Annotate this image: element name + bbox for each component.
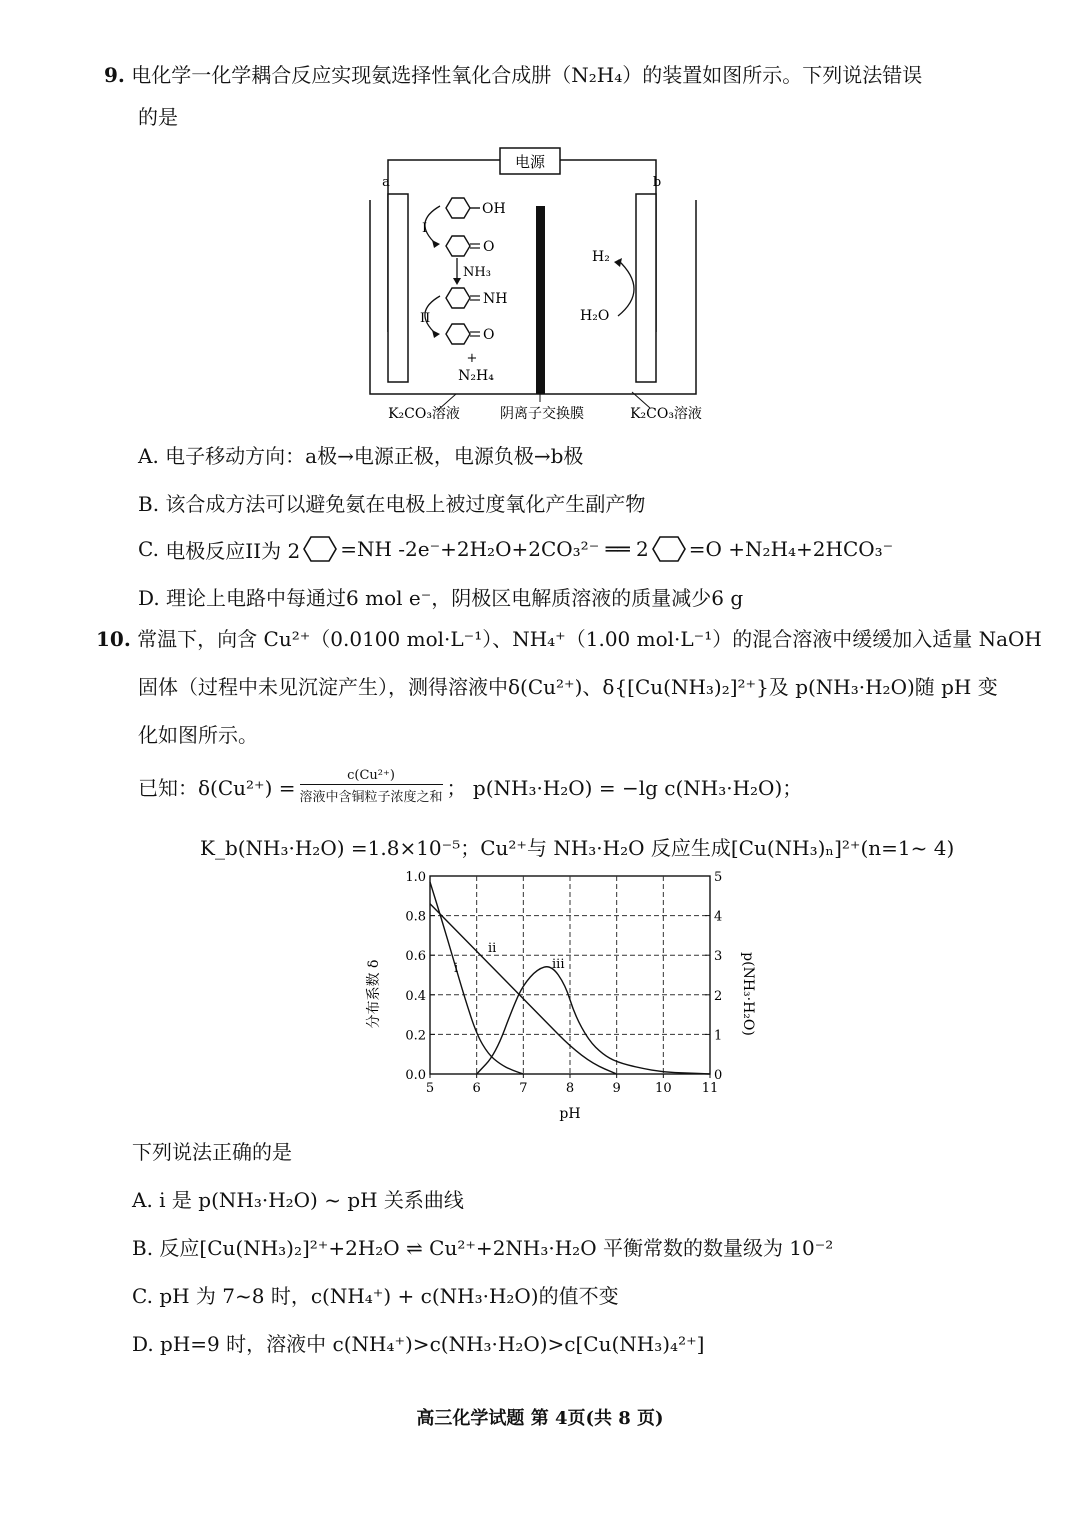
distribution-chart: [360, 862, 760, 1130]
cyclohexanimine-icon: [446, 288, 480, 308]
q10-option-d-letter: D.: [132, 1332, 154, 1356]
x-tick-label: 10: [655, 1081, 672, 1096]
cyclohexanone-icon-2: [446, 324, 480, 344]
y-tick-label: 0.0: [405, 1068, 426, 1083]
q10-option-b-text: 反应[Cu(NH₃)₂]²⁺+2H₂O ⇌ Cu²⁺+2NH₃·H₂O 平衡常数的数量级为 10⁻²: [159, 1236, 834, 1260]
q10-known-line1: [138, 768, 802, 805]
x-tick-label: 5: [425, 1081, 435, 1096]
x-tick-label: 9: [612, 1081, 621, 1096]
cyclohexane-ring-icon-2: [649, 534, 689, 564]
q9-stem-text-1: 电化学一化学耦合反应实现氨选择性氧化合成肼（N₂H₄）的装置如图所示。下列说法错误: [131, 63, 923, 87]
electrode-b: [636, 194, 656, 382]
x-tick-label: 6: [472, 1081, 481, 1096]
q9-option-a-letter: A.: [138, 444, 159, 468]
electrode-a: [388, 194, 408, 382]
plus-sign: +: [466, 351, 478, 366]
q10-question-prompt: 下列说法正确的是: [132, 1140, 292, 1164]
ketone-o-label-1: O: [483, 239, 495, 255]
q9-option-c[interactable]: [138, 534, 893, 564]
q9-option-a[interactable]: [138, 440, 583, 469]
fraction-denominator: 溶液中含铜粒子浓度之和: [299, 790, 443, 805]
cyclohexanone-icon-1: [446, 236, 480, 256]
power-source-label: 电源: [514, 153, 546, 171]
cyclohexanol-icon: [446, 198, 480, 218]
q9-stem-line2: 的是: [138, 105, 178, 129]
series-label-ii: ii: [488, 941, 497, 956]
cyclohexane-ring-icon-1: [300, 534, 340, 564]
left-solution-label: K₂CO₃溶液: [388, 406, 460, 422]
q10-stem-line3: 化如图所示。: [138, 723, 258, 747]
q9-option-d-letter: D.: [138, 586, 160, 610]
anion-exchange-membrane: [536, 206, 545, 394]
q10-stem-line1: [96, 616, 1042, 662]
series-label-i: i: [454, 961, 459, 976]
ketone-o-label-2: O: [483, 327, 495, 343]
y2-tick-label: 3: [714, 949, 723, 965]
h2o-label: H₂O: [580, 308, 610, 324]
q10-known-line2: K_b(NH₃·H₂O) =1.8×10⁻⁵；Cu²⁺与 NH₃·H₂O 反应生成[Cu(NH₃)ₙ]²⁺(n=1~ 4): [200, 836, 955, 860]
q9-option-c-letter: C.: [138, 537, 159, 561]
y2-tick-label: 4: [714, 909, 723, 925]
q9-option-d[interactable]: [138, 582, 743, 611]
h2-label: H₂: [592, 249, 610, 265]
x-tick-label: 7: [519, 1081, 528, 1096]
right-solution-label: K₂CO₃溶液: [630, 406, 702, 422]
q10-option-b-letter: B.: [132, 1236, 154, 1260]
membrane-label: 阴离子交换膜: [500, 406, 584, 422]
y-axis-label: 分布系数 δ: [366, 959, 382, 1029]
imine-nh-label: NH: [483, 291, 508, 307]
y2-tick-label: 0: [714, 1068, 723, 1083]
series-label-iii: iii: [552, 957, 565, 972]
q10-option-a[interactable]: [132, 1184, 464, 1213]
q10-option-c-letter: C.: [132, 1284, 153, 1308]
q10-option-c[interactable]: [132, 1280, 619, 1309]
q9-option-a-text: 电子移动方向：a极→电源正极，电源负极→b极: [165, 444, 584, 468]
y-tick-label: 0.4: [405, 988, 426, 1004]
delta-fraction: [300, 768, 443, 805]
q9-stem-line1: [104, 52, 922, 98]
water-reduction-arrow: [618, 260, 634, 316]
x-axis-label: pH: [559, 1106, 581, 1122]
q10-number: 10.: [96, 627, 131, 651]
oh-label: OH: [482, 201, 506, 217]
nh3-label: NH₃: [463, 265, 491, 280]
q9-option-c-text-c: =O +N₂H₄+2HCO₃⁻: [688, 537, 894, 561]
step1-label: I: [422, 221, 428, 236]
q10-option-c-text: pH 为 7~8 时，c(NH₄⁺) + c(NH₃·H₂O)的值不变: [159, 1284, 619, 1308]
series-line-iii: [477, 967, 710, 1074]
q9-option-c-text-b: =NH -2e⁻+2H₂O+2CO₃²⁻ ══ 2: [340, 537, 649, 561]
y-tick-label: 0.6: [405, 949, 426, 965]
q9-option-b-text: 该合成方法可以避免氨在电极上被过度氧化产生副产物: [165, 492, 646, 516]
q10-stem-text-1: 常温下，向含 Cu²⁺（0.0100 mol·L⁻¹）、NH₄⁺（1.00 mol·L⁻¹）的混合溶液中缓缓加入适量 NaOH: [137, 627, 1042, 651]
q9-option-b[interactable]: [138, 488, 645, 517]
electrode-a-label: a: [382, 175, 390, 190]
q9-option-d-text: 理论上电路中每通过6 mol e⁻，阴极区电解质溶液的质量减少6 g: [166, 586, 744, 610]
electrolysis-diagram: [360, 140, 730, 430]
y2-tick-label: 2: [714, 988, 723, 1004]
y2-axis-label: p(NH₃·H₂O): [740, 952, 756, 1036]
y2-tick-label: 5: [714, 870, 723, 885]
q9-option-c-text-a: 电极反应II为 2: [165, 538, 301, 563]
x-tick-label: 11: [701, 1081, 719, 1096]
q10-option-d[interactable]: [132, 1328, 704, 1357]
step2-label: II: [420, 311, 431, 326]
q9-option-b-letter: B.: [138, 492, 160, 516]
fraction-numerator: c(Cu²⁺): [300, 768, 443, 785]
q10-stem-line2: 固体（过程中未见沉淀产生），测得溶液中δ(Cu²⁺)、δ{[Cu(NH₃)₂]²⁺}及 p(NH₃·H₂O)随 pH 变: [138, 675, 998, 699]
step1-arrow: [425, 206, 440, 244]
q9-number: 9.: [104, 63, 125, 87]
q10-known-p-definition: ； p(NH₃·H₂O) = −lg c(NH₃·H₂O)；: [446, 776, 803, 800]
q10-option-a-text: i 是 p(NH₃·H₂O) ~ pH 关系曲线: [159, 1188, 464, 1212]
n2h4-label: N₂H₄: [458, 368, 494, 384]
q10-option-d-text: pH=9 时，溶液中 c(NH₄⁺)>c(NH₃·H₂O)>c[Cu(NH₃)₄²⁺]: [160, 1332, 705, 1356]
q10-known-prefix: 已知：δ(Cu²⁺) =: [138, 776, 296, 800]
x-tick-label: 8: [565, 1081, 575, 1096]
electrode-b-label: b: [652, 175, 662, 190]
y2-tick-label: 1: [714, 1028, 723, 1044]
y-tick-label: 0.8: [405, 909, 426, 925]
page-footer: 高三化学试题 第 4页(共 8 页): [416, 1408, 664, 1429]
q10-option-a-letter: A.: [132, 1188, 153, 1212]
y-tick-label: 1.0: [405, 870, 426, 885]
y-tick-label: 0.2: [405, 1028, 426, 1044]
q10-option-b[interactable]: [132, 1232, 833, 1261]
